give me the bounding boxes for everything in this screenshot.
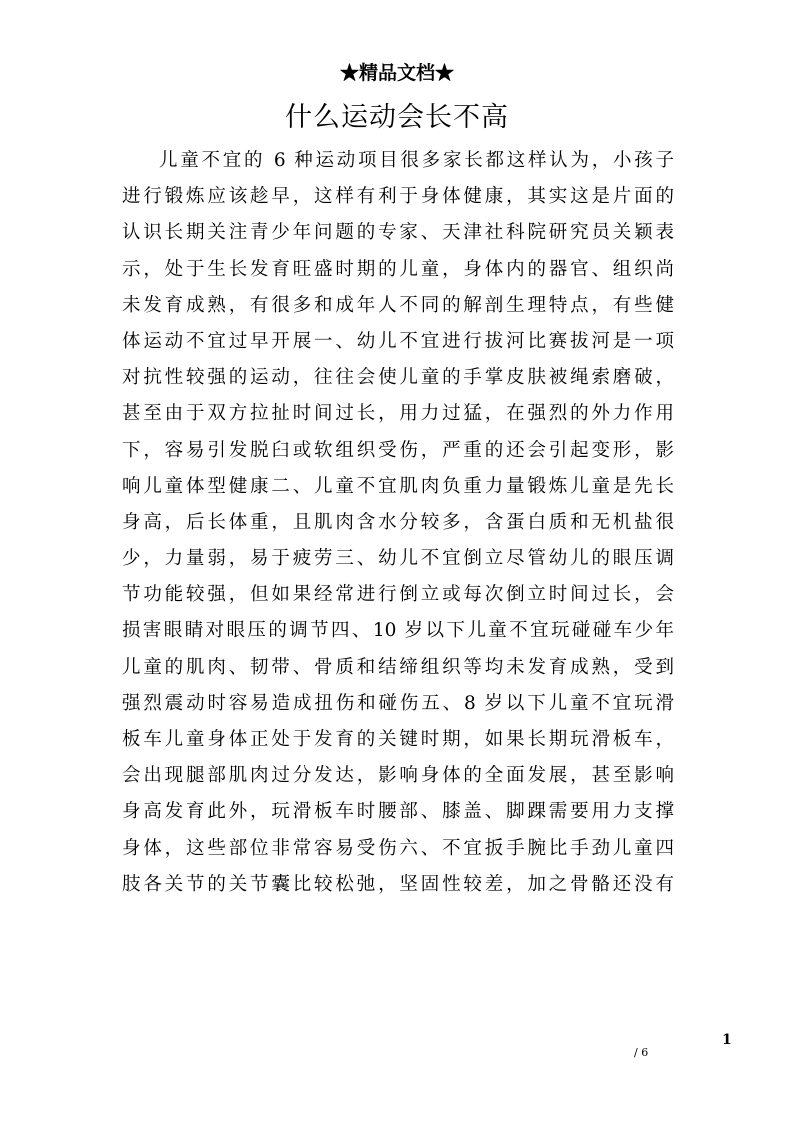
page-total: / 6 [634, 1046, 649, 1059]
body-line: 强烈震动时容易造成扭伤和碰伤五、8 岁以下儿童不宜玩滑 [122, 692, 674, 714]
body-line: 身体，这些部位非常容易受伤六、不宜扳手腕比手劲儿童四 [122, 837, 674, 859]
body-line: 板车儿童身体正处于发育的关键时期，如果长期玩滑板车， [122, 729, 674, 750]
body-line: 少，力量弱，易于疲劳三、幼儿不宜倒立尽管幼儿的眼压调 [122, 548, 674, 570]
page-number: 1 [722, 1032, 732, 1048]
body-line: 甚至由于双方拉扯时间过长，用力过猛，在强烈的外力作用 [122, 403, 674, 425]
body-line: 对抗性较强的运动，往往会使儿童的手掌皮肤被绳索磨破， [122, 367, 674, 389]
body-line: 体运动不宜过早开展一、幼儿不宜进行拔河比赛拔河是一项 [122, 330, 674, 352]
body-line: 认识长期关注青少年问题的专家、天津社科院研究员关颖表 [122, 222, 674, 244]
body-line: 会出现腿部肌肉过分发达，影响身体的全面发展，甚至影响 [122, 765, 674, 787]
body-line: 节功能较强，但如果经常进行倒立或每次倒立时间过长，会 [122, 584, 674, 606]
body-line: 儿童的肌肉、韧带、骨质和结缔组织等均未发育成熟，受到 [122, 656, 674, 678]
document-title: 什么运动会长不高 [285, 102, 509, 133]
body-line: 肢各关节的关节囊比较松弛，坚固性较差，加之骨骼还没有 [122, 873, 674, 895]
body-line: 未发育成熟，有很多和成年人不同的解剖生理特点，有些健 [122, 294, 674, 316]
document-header-banner: ★精品文档★ [339, 62, 454, 84]
document-body [122, 143, 674, 903]
body-line: 下，容易引发脱臼或软组织受伤，严重的还会引起变形，影 [122, 439, 674, 461]
body-line: 进行锻炼应该趁早，这样有利于身体健康，其实这是片面的 [122, 186, 674, 208]
body-line: 示，处于生长发育旺盛时期的儿童，身体内的器官、组织尚 [122, 258, 674, 280]
body-line: 身高，后长体重，且肌肉含水分较多，含蛋白质和无机盐很 [122, 511, 674, 533]
body-line: 响儿童体型健康二、儿童不宜肌肉负重力量锻炼儿童是先长 [122, 475, 674, 497]
body-line: 损害眼睛对眼压的调节四、10 岁以下儿童不宜玩碰碰车少年 [122, 620, 674, 642]
body-line: 儿童不宜的 6 种运动项目很多家长都这样认为，小孩子 [159, 150, 674, 171]
body-line: 身高发育此外，玩滑板车时腰部、膝盖、脚踝需要用力支撑 [122, 801, 674, 823]
